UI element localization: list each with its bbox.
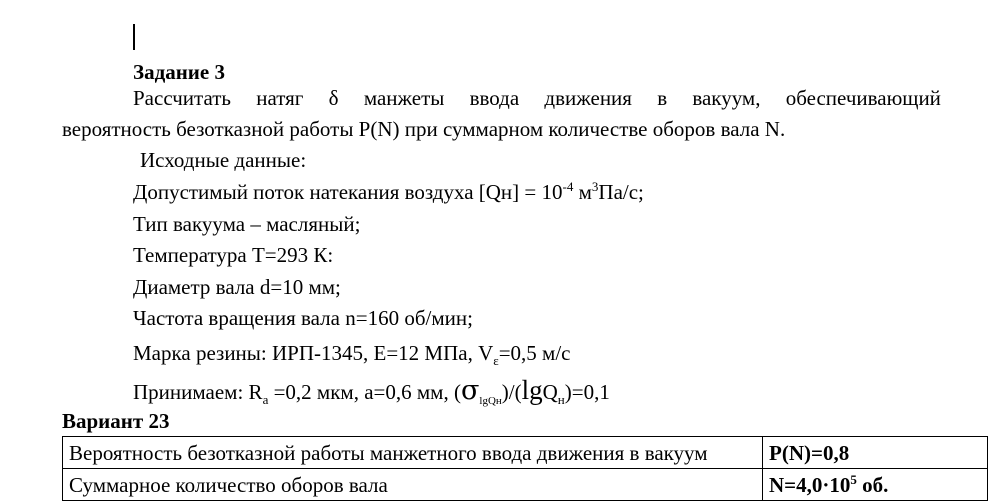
table-cell-label: Вероятность безотказной работы манжетного ввода движения в вакуум [63, 437, 763, 469]
accept-end: )=0,1 [564, 380, 610, 404]
table-cell-value: P(N)=0,8 [763, 437, 988, 469]
table-cell-label: Суммарное количество оборов вала [63, 469, 763, 501]
q-symbol: Q [542, 380, 558, 404]
air-flow-line [133, 180, 644, 204]
sigma-symbol: σ [460, 375, 480, 406]
ra-subscript: a [262, 392, 269, 408]
initial-data-heading: Исходные данные: [140, 148, 307, 172]
rotation-speed-line: Частота вращения вала n=160 об/мин; [133, 306, 473, 330]
air-flow-unit-b: Па/с; [598, 180, 644, 204]
vacuum-type-line: Тип вакуума – масляный; [133, 212, 361, 236]
value-suffix: об. [856, 472, 889, 497]
temperature-line: Температура Т=293 К: [133, 243, 334, 267]
text-cursor [133, 24, 135, 50]
intro-word: δ [328, 86, 339, 110]
value-prefix: N=4,0 [769, 472, 823, 497]
table-row [63, 437, 988, 469]
sigma-subscript: lgQн [479, 395, 502, 408]
task-intro-line1 [133, 86, 941, 110]
air-flow-exponent: -4 [562, 179, 574, 194]
rubber-text: Марка резины: ИРП-1345, Е=12 МПа, V [133, 341, 494, 365]
intro-word: Рассчитать [133, 86, 231, 110]
air-flow-unit-exponent: 3 [591, 179, 599, 194]
accept-middle: =0,2 мкм, a=0,6 мм, ( [268, 380, 461, 404]
intro-word: в [657, 86, 668, 110]
rubber-subscript: ε [493, 353, 499, 369]
intro-word: натяг [256, 86, 304, 110]
value-dot: · [822, 472, 830, 497]
variant-title: Вариант 23 [62, 409, 170, 433]
intro-word: манжеты [363, 86, 445, 110]
table-row [63, 469, 988, 501]
intro-word: вакуум, [692, 86, 761, 110]
task-intro-line2: вероятность безотказной работы P(N) при суммарном количестве оборов вала N. [62, 117, 786, 141]
variant-table [62, 436, 988, 501]
accept-prefix: Принимаем: R [133, 380, 263, 404]
accept-line [133, 375, 610, 408]
rubber-line [133, 341, 571, 369]
lg-symbol: lg [521, 375, 543, 405]
q-subscript: н [557, 392, 565, 408]
intro-word: ввода [469, 86, 520, 110]
value-exponent: 5 [850, 471, 857, 487]
accept-slash: )/( [501, 380, 522, 404]
rubber-tail: =0,5 м/с [498, 341, 571, 365]
intro-word: обеспечивающий [785, 86, 941, 110]
air-flow-unit-a: м [573, 180, 592, 204]
value-base: 10 [829, 472, 851, 497]
shaft-diameter-line: Диаметр вала d=10 мм; [133, 275, 341, 299]
table-cell-value [763, 469, 988, 501]
task-title: Задание 3 [133, 60, 225, 84]
air-flow-text: Допустимый поток натекания воздуха [Qн] = 10 [133, 180, 563, 204]
intro-word: движения [544, 86, 632, 110]
